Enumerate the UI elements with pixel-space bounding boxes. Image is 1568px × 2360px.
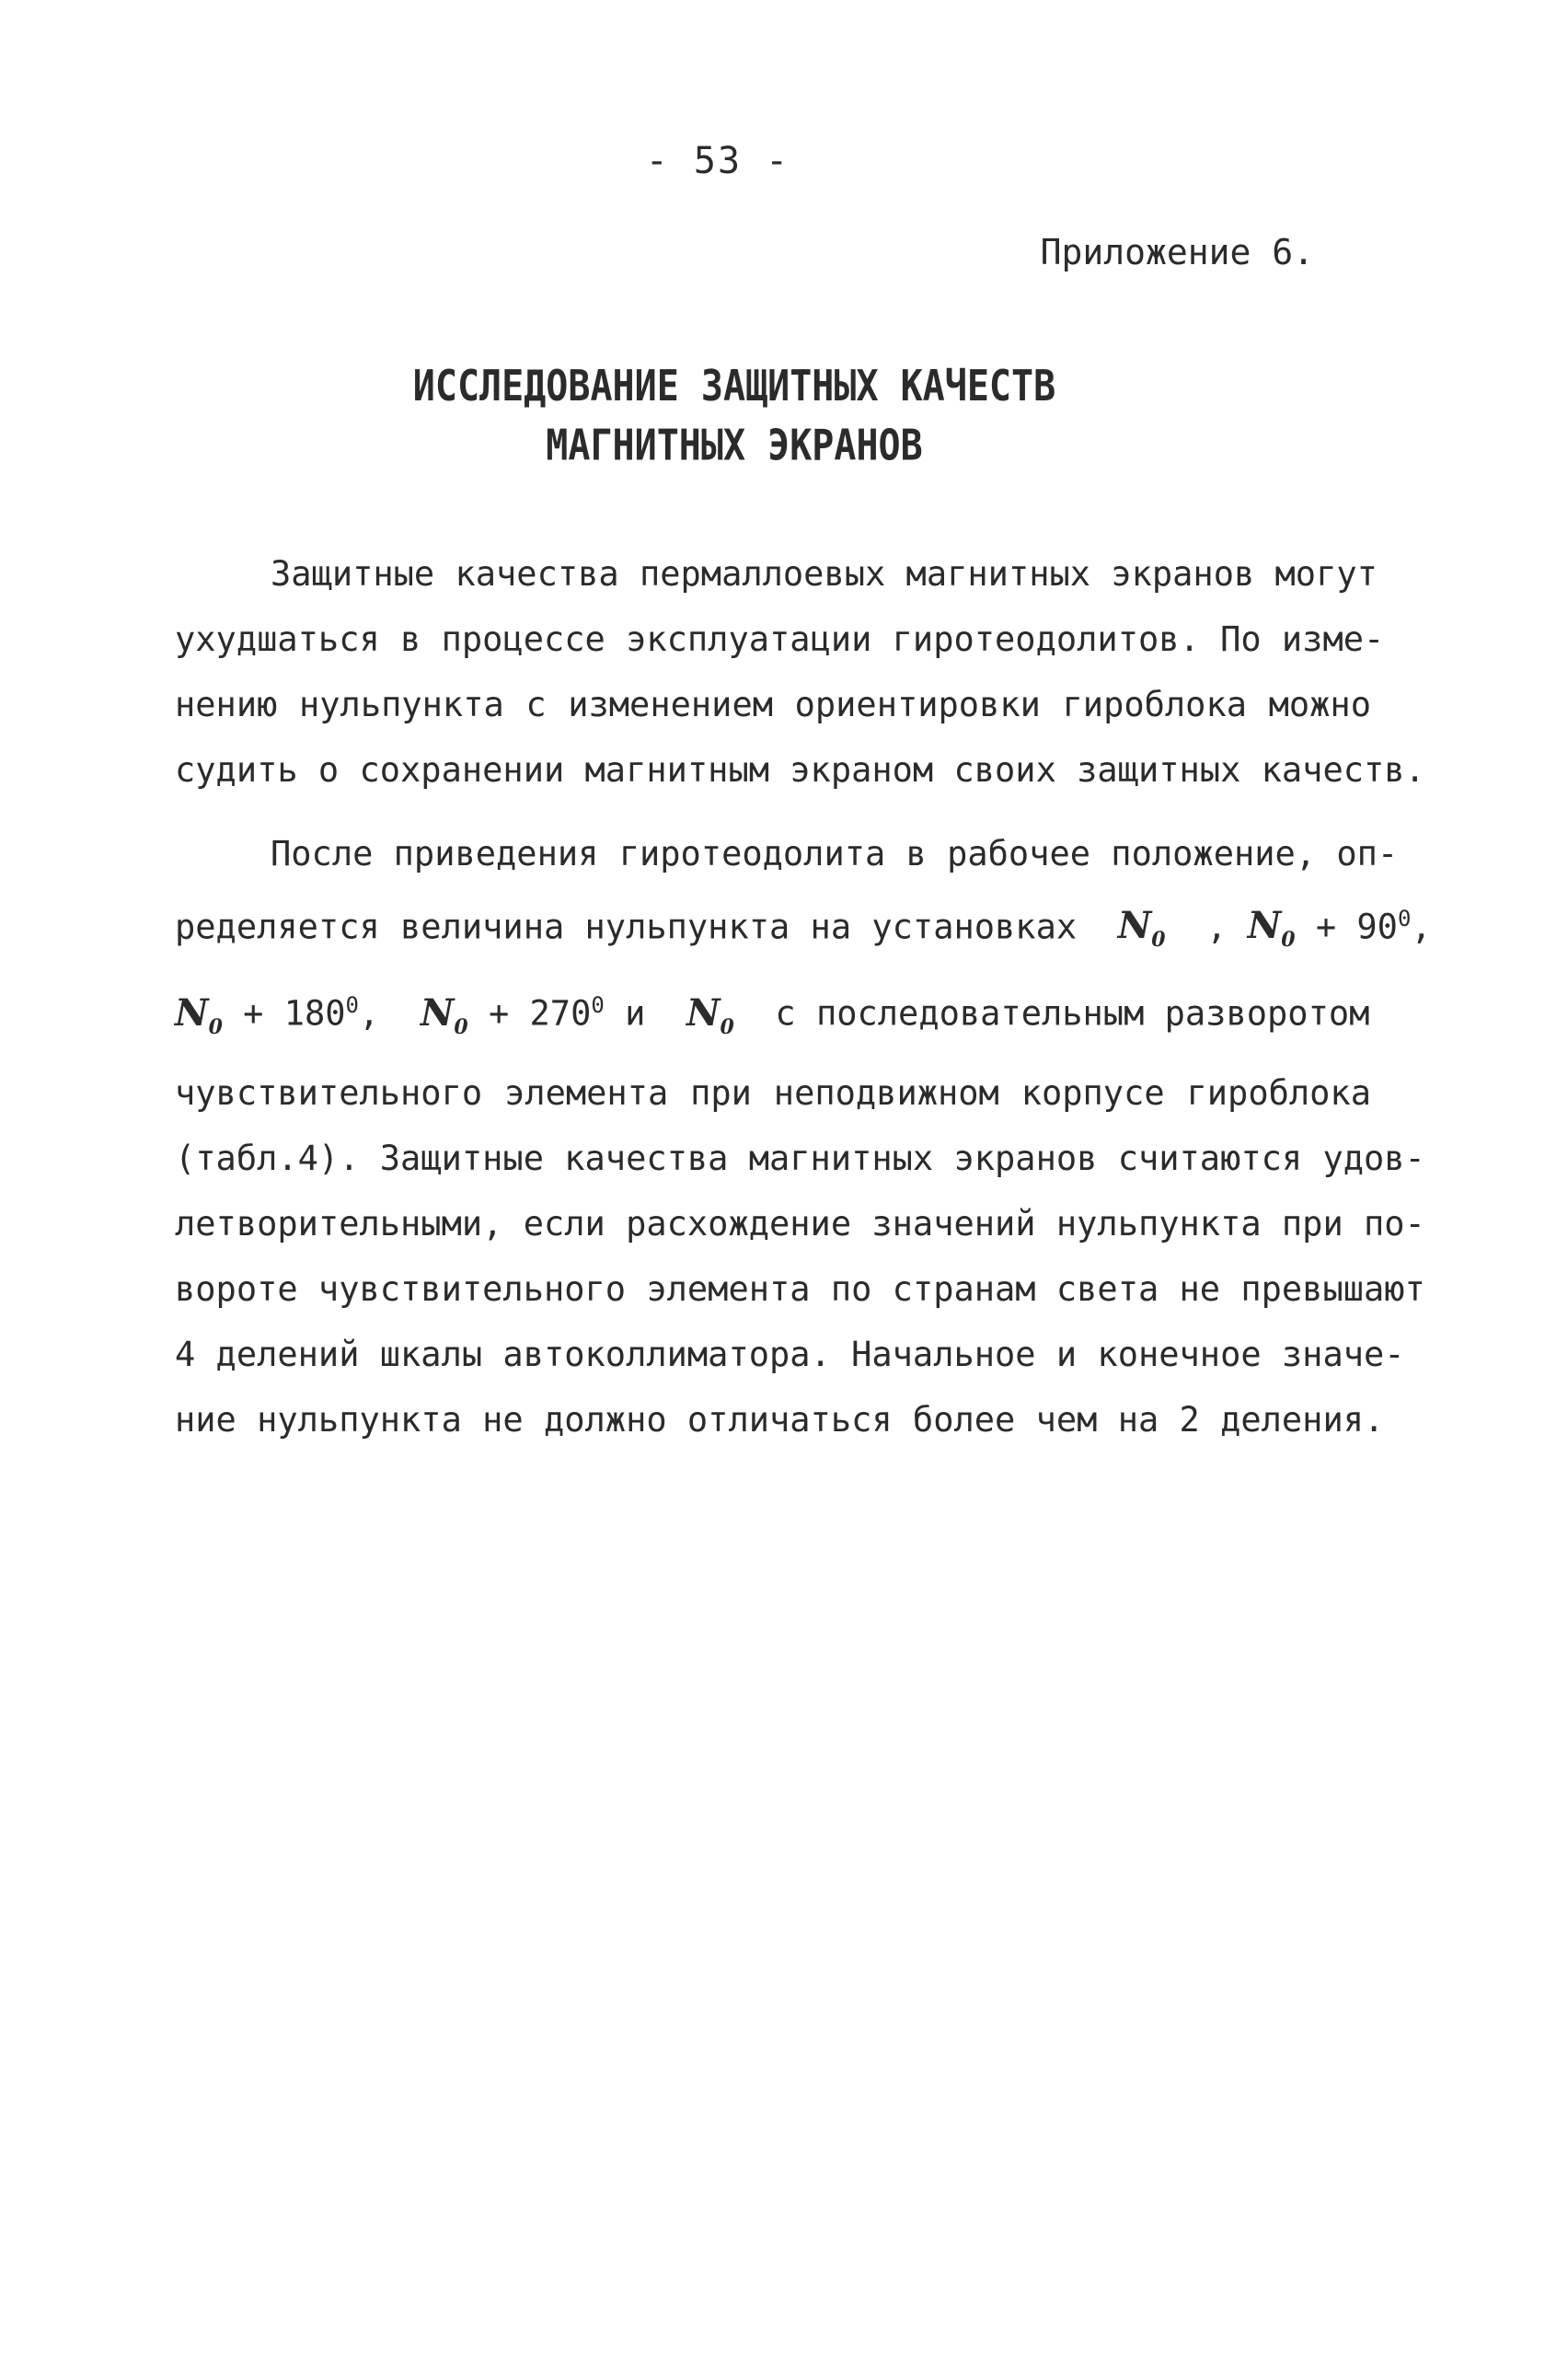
plus-90: + 90 <box>1315 907 1398 947</box>
paragraph-1-line-1: Защитные качества пермаллоевых магнитных экранов могут <box>271 554 1378 594</box>
paragraph-2-line-6: летворительными, если расхождение значений нульпункта при по- <box>175 1203 1425 1244</box>
paragraph-2 <box>175 821 1432 1452</box>
degree-mark: 0 <box>591 992 605 1019</box>
plus-180: + 180 <box>243 993 346 1034</box>
title-line-1: ИССЛЕДОВАНИЕ ЗАЩИТНЫХ КАЧЕСТВ <box>412 362 1056 411</box>
paragraph-2-line-3: $N_0 + 180^0$, $N_0 + 270^0$ и $N_0$ с последовательным разворотом <box>175 990 1370 1039</box>
plus-270: + 270 <box>488 993 592 1034</box>
page-title <box>0 357 1469 476</box>
n0-symbol: $N_0$ <box>1117 904 1166 953</box>
paragraph-1-line-4: судить о сохранении магнитным экраном своих защитных качеств. <box>175 750 1425 790</box>
n0-symbol: $N_0$ <box>1247 904 1296 953</box>
and-word: и <box>625 993 646 1034</box>
paragraph-2-line-4: чувствительного элемента при неподвижном корпусе гироблока <box>175 1072 1371 1113</box>
paragraph-1 <box>175 541 1425 803</box>
title-line-2: МАГНИТНЫХ ЭКРАНОВ <box>546 422 923 471</box>
paragraph-2-line-8: 4 делений шкалы автоколлиматора. Начальное и конечное значе- <box>175 1334 1405 1374</box>
paragraph-1-line-3: нению нульпункта с изменением ориентировки гироблока можно <box>175 685 1371 724</box>
appendix-label: Приложение 6. <box>1040 232 1314 272</box>
n0-symbol: $N_0$ <box>175 990 223 1039</box>
degree-mark: 0 <box>345 992 359 1019</box>
n0-symbol: $N_0$ <box>420 990 468 1039</box>
paragraph-2-line-1: После приведения гиротеодолита в рабочее положение, оп- <box>271 834 1399 873</box>
paragraph-2-line-5: (табл.4). Защитные качества магнитных экранов считаются удов- <box>175 1138 1425 1178</box>
n0-symbol: $N_0$ <box>686 990 734 1039</box>
paragraph-2-line-7: вороте чувствительного элемента по странам света не превышают <box>175 1268 1425 1309</box>
paragraph-2-line-9: ние нульпункта не должно отличаться более чем на 2 деления. <box>175 1399 1385 1440</box>
paragraph-1-line-2: ухудшаться в процессе эксплуатации гиротеодолитов. По изме- <box>175 619 1385 659</box>
paragraph-2-line-2: ределяется величина нульпункта на установках $N_0$ , $N_0 + 90^0$, <box>175 904 1432 953</box>
line-2-text: ределяется величина нульпункта на установках <box>175 907 1078 947</box>
page-number: - 53 - <box>645 140 790 182</box>
degree-mark: 0 <box>1397 906 1412 931</box>
line-3-tail: с последовательным разворотом <box>775 993 1370 1034</box>
